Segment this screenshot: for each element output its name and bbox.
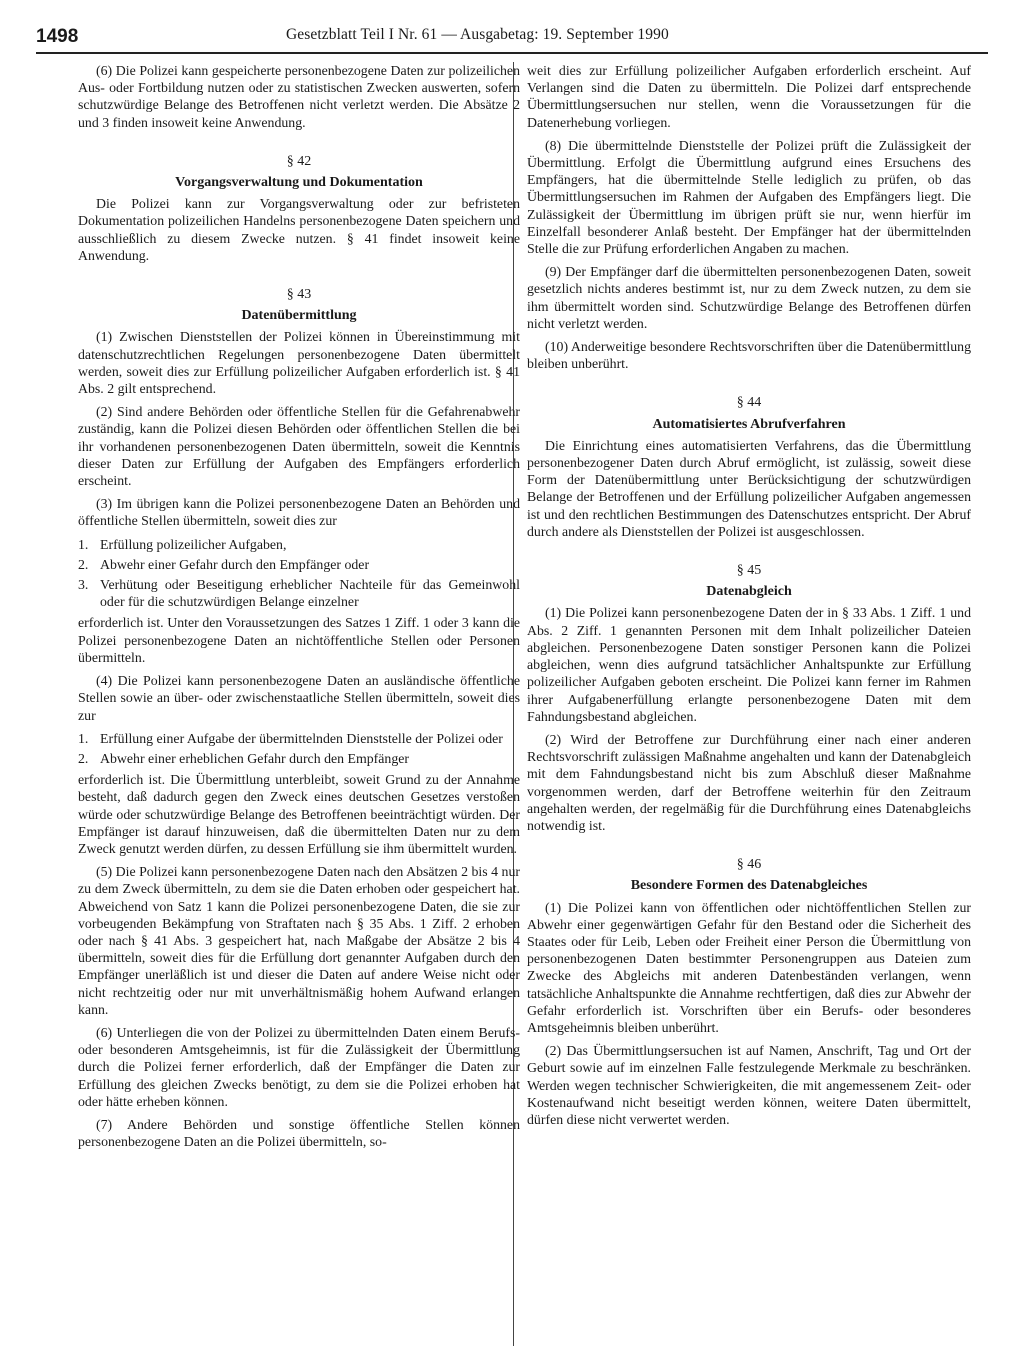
page-number: 1498 [36,26,79,47]
list-43-4 [78,730,520,767]
paragraph-43-3: (3) Im übrigen kann die Polizei personenbezogene Daten an Behörden und öffentliche Stellen übermitteln, soweit dies zur [78,496,520,529]
section-number-45: § 45 [736,563,762,579]
paragraph-43-8: (8) Die übermittelnde Dienststelle der Polizei prüft die Zulässigkeit der Übermittlung. Erfolgt die Übermittlung aufgrund eines Ersuchens des Empfängers, hat die übermittelnde Stelle lediglich zu prüfen, ob das Übermittlungsersuchen im Rahmen der Aufgaben des Empfängers liegt. Die Zulässigkeit der Übermittlung im übrigen prüft sie nur, wenn hierfür im Einzelfall besonderer Anlaß besteht. Der Empfänger hat der übermittelnden Stelle die zur Prüfung erforderlichen Angaben zu machen. [527,137,971,257]
section-title-43: Datenübermittlung [241,308,357,324]
paragraph-43-10: (10) Anderweitige besondere Rechtsvorschriften über die Datenübermittlung bleiben unberührt. [527,339,971,372]
paragraph-43-4: (4) Die Polizei kann personenbezogene Daten an ausländische öffentliche Stellen sowie an über- oder zwischenstaatliche Stellen übermitteln, soweit dies zur [78,673,520,723]
paragraph-44-1: Die Einrichtung eines automatisierten Verfahrens, das die Übermittlung personenbezogener Daten durch Abruf ermöglicht, ist zulässig, soweit diese Form der Datenübermittlung unter Berücksichtigung der schutzwürdigen Belange der Betroffenen und der Erfüllung polizeilicher Aufgaben angemessen ist und den rechtlichen Bestimmungen des Datenschutzes entspricht. Der Abruf durch andere als Dienststellen der Polizei ist ausgeschlossen. [527,437,971,539]
section-title-44: Automatisiertes Abrufverfahren [652,416,846,432]
list-item: 2. Abwehr einer erheblichen Gefahr durch den Empfänger [78,750,410,766]
paragraph-45-1: (1) Die Polizei kann personenbezogene Daten der in § 33 Abs. 1 Ziff. 1 und Abs. 2 Ziff. 1 genannten Personen mit dem Inhalt polizeilicher Dateien abgleichen. Personenbezogene Daten sonstiger Personen kann die Polizei abgleichen, wenn dies aufgrund tatsächlicher Anhaltspunkte zur Erfüllung polizeilicher Aufgaben geboten erscheint. Die Polizei kann ferner im Rahmen ihrer Aufgabenerfüllung erlangte personenbezogene Daten mit dem Fahndungsbestand abgleichen. [527,605,971,724]
section-title-46: Besondere Formen des Datenabgleiches [630,878,868,894]
list-item: 1. Erfüllung polizeilicher Aufgaben, [78,536,287,552]
right-column [527,62,971,1134]
header-rule [36,52,988,54]
paragraph-43-2: (2) Sind andere Behörden oder öffentliche Stellen für die Gefahrenabwehr zuständig, kann die Polizei diesen Behörden oder öffentlichen Stellen die bei ihr vorhandenen personenbezogenen Daten übermitteln, soweit die Kenntnis dieser Daten zur Erfüllung der Aufgaben des Empfängers erforderlich erscheint. [78,404,520,489]
section-number-44: § 44 [736,395,762,411]
paragraph-43-7: (7) Andere Behörden und sonstige öffentliche Stellen können personenbezogene Daten an die Polizei übermitteln, so- [78,1116,520,1150]
paragraph-43-4-tail: erforderlich ist. Die Übermittlung unterbleibt, soweit Grund zu der Annahme besteht, daß dadurch gegen den Zweck eines deutschen Gesetzes verstoßen würde oder schutzwürdige Belange des Betroffenen beeinträchtigt würden. Der Empfänger ist darauf hinzuweisen, daß die übermittelten Daten nur zu dem Zweck genutzt werden dürfen, zu dessen Erfüllung sie ihm übermittelt wurden. [78,772,520,856]
section-number-43: § 43 [286,287,312,303]
header-title: Gesetzblatt Teil I Nr. 61 — Ausgabetag: 19. September 1990 [286,26,669,43]
paragraph-43-1: (1) Zwischen Dienststellen der Polizei können in Übereinstimmung mit datenschutzrechtlichen Regelungen personenbezogene Daten übermittelt werden, soweit dies zur Erfüllung polizeilicher Aufgaben erforderlich ist. § 41 Abs. 2 gilt entsprechend. [78,329,520,397]
paragraph-41-6: (6) Die Polizei kann gespeicherte personenbezogene Daten zur polizeilichen Aus- oder Fortbildung nutzen oder zu statistischen Zwecken auswerten, sofern schutzwürdige Belange des Betroffenen nicht verletzt werden. Die Absätze 2 und 3 finden insoweit keine Anwendung. [78,63,520,130]
paragraph-43-5: (5) Die Polizei kann personenbezogene Daten nach den Absätzen 2 bis 4 nur zu dem Zweck übermitteln, zu dem sie die Daten erhoben oder gespeichert hat. Abweichend von Satz 1 kann die Polizei personenbezogene Daten, die sie zur vorbeugenden Bekämpfung von Straftaten nach § 35 Abs. 1 Ziff. 2 erhoben oder nach § 41 Abs. 3 gespeichert hat, nach Maßgabe der Absätze 2 bis 4 übermitteln, soweit dies für die Erfüllung dort genannter Aufgaben durch den Empfänger unerläßlich ist und dieser die Daten auf andere Weise nicht oder nicht rechtzeitig oder nur mit unverhältnismäßig hohem Aufwand erlangen kann. [78,864,520,1017]
paragraph-43-3-tail: erforderlich ist. Unter den Voraussetzungen des Satzes 1 Ziff. 1 oder 3 kann die Polizei personenbezogene Daten an nichtöffentliche Stellen oder Personen übermitteln. [78,615,520,665]
paragraph-45-2: (2) Wird der Betroffene zur Durchführung einer nach einer anderen Rechtsvorschrift zulässigen Maßnahme angehalten und kann der Datenabgleich mit dem Fahndungsbestand nicht bis zum Abschluß dieser Maßnahme vorgenommen werden, darf der Betroffene weiterhin für den Zeitraum angehalten werden, der regelmäßig für die Durchführung eines Datenabgleichs notwendig ist. [527,731,971,833]
list-item: 3. Verhütung oder Beseitigung erheblicher Nachteile für das Gemeinwohl oder für die schutzwürdigen Belange einzelner [78,577,520,610]
paragraph-42-1: Die Polizei kann zur Vorgangsverwaltung oder zur befristeten Dokumentation polizeilichen Handelns personenbezogene Daten speichern und ausschließlich zu diesem Zwecke nutzen. § 41 findet insoweit keine Anwendung. [78,196,520,263]
section-number-46: § 46 [736,857,762,873]
left-column [78,62,520,1156]
list-item: 1. Erfüllung einer Aufgabe der übermittelnden Dienststelle der Polizei oder [78,730,503,746]
paragraph-46-2: (2) Das Übermittlungsersuchen ist auf Namen, Anschrift, Tag und Ort der Geburt sowie auf im einzelnen Falle festzulegende Merkmale zu beschränken. Werden wegen technischer Schwierigkeiten, die mit angemessenem Zeit- oder Kostenaufwand nicht beseitigt werden können, weitere Daten übermittelt, dürfen diese nicht verwertet werden. [527,1043,971,1127]
paragraph-46-1: (1) Die Polizei kann von öffentlichen oder nichtöffentlichen Stellen zur Abwehr einer gegenwärtigen Gefahr für den Bestand oder die Sicherheit des Staates oder für Leib, Leben oder Freiheit einer Person die Übermittlung von personenbezogenen Daten bestimmter Personengruppen aus Dateien zum Zwecke des Abgleichs mit anderen Datenbeständen verlangen, wenn tatsächliche Anhaltspunkte die Annahme rechtfertigen, daß dies zur Abwehr der Gefahr erforderlich ist. Vorschriften über ein Berufs- oder besonderes Amtsgeheimnis bleiben unberührt. [527,899,971,1035]
paragraph-43-6: (6) Unterliegen die von der Polizei zu übermittelnden Daten einem Berufs- oder besonderen Amtsgeheimnis, ist für die Zulässigkeit der Übermittlung durch die Polizei ferner erforderlich, daß der Empfänger die Daten zur Erfüllung des gleichen Zwecks benötigt, zu dem sie die Polizei erhoben hat oder hätte erheben können. [78,1024,520,1109]
paragraph-43-7-cont: weit dies zur Erfüllung polizeilicher Aufgaben erforderlich erscheint. Auf Verlangen sind die Daten zu übermitteln. Die Polizei darf entsprechende Übermittlungsersuchen nur stellen, wenn die Voraussetzungen für die Datenerhebung vorliegen. [527,63,971,130]
section-number-42: § 42 [286,153,312,169]
page-header [36,22,996,50]
section-title-45: Datenabgleich [706,584,792,600]
list-item: 2. Abwehr einer Gefahr durch den Empfänger oder [78,556,370,572]
section-title-42: Vorgangsverwaltung und Dokumentation [175,175,423,191]
paragraph-43-9: (9) Der Empfänger darf die übermittelten personenbezogenen Daten, soweit gesetzlich nichts anderes bestimmt ist, nur zu dem Zweck nutzen, zu dem sie ihm übermittelt worden sind. Schutzwürdige Belange des Betroffenen dürfen nicht verletzt werden. [527,264,971,331]
list-43-3 [78,536,520,611]
